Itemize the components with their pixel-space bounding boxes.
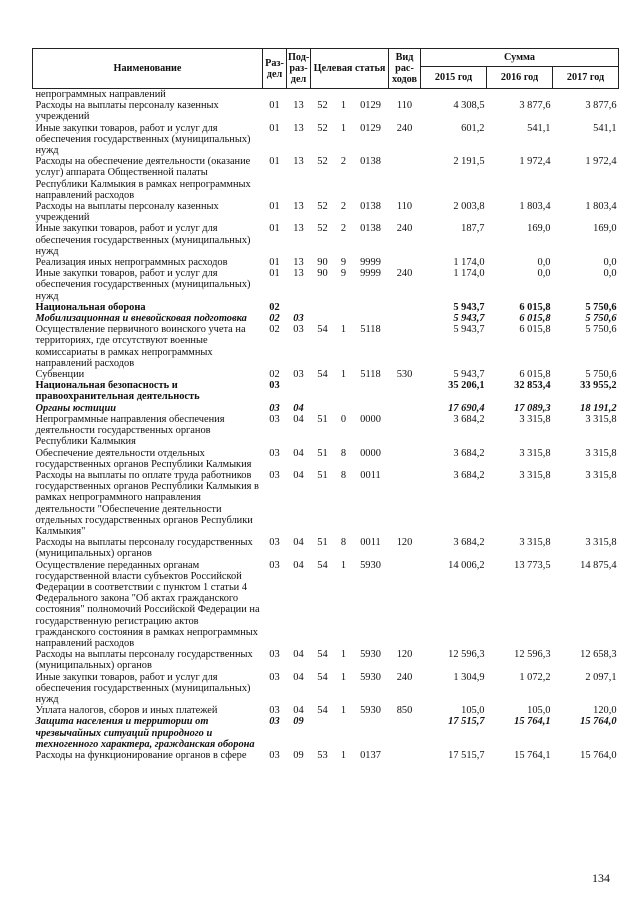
cell-target-3: 5118 [360,324,381,336]
cell-target-1: 90 [317,257,328,269]
cell-podrazdel: 03 [293,324,304,336]
cell-target-1 [311,716,335,750]
table-row [33,302,619,313]
cell-2016: 6 015,8 [519,301,551,313]
table-row [33,537,619,559]
cell-2017: 14 875,4 [580,559,617,571]
cell-2016: 1 072,2 [519,671,551,683]
cell-2016: 6 015,8 [519,324,551,336]
page-number: 134 [592,871,610,885]
cell-name: Расходы на выплаты персоналу казенных учреждений [35,201,219,224]
cell-2016: 169,0 [527,223,551,235]
cell-razdel: 03 [269,447,280,459]
cell-vid [389,257,421,268]
cell-podrazdel: 13 [293,223,304,235]
header-podrazdel: Под-раз-дел [287,49,311,89]
cell-2016: 3 315,8 [519,413,551,425]
cell-vid [389,560,421,650]
cell-target-3: 5930 [360,671,381,683]
cell-2016: 1 972,4 [519,156,551,168]
cell-target-1: 54 [317,705,328,717]
cell-vid: 530 [396,369,413,381]
cell-name: Расходы на функционирование органов в сфере [35,749,247,761]
cell-2016: 0,0 [537,257,551,269]
cell-target-1: 54 [317,369,328,381]
cell-target-2 [335,716,353,750]
header-2015: 2015 год [421,67,487,89]
cell-vid: 240 [396,122,413,134]
cell-target-3: 0011 [360,537,381,549]
cell-target-3: 0138 [360,201,381,213]
cell-target-1: 51 [317,537,328,549]
cell-vid [389,313,421,324]
cell-2015: 17 515,7 [448,749,485,761]
cell-vid: 110 [396,201,413,213]
cell-target-3: 0138 [360,156,381,168]
table-row [33,649,619,671]
cell-2016: 3 315,8 [519,469,551,481]
cell-target-1: 52 [317,156,328,168]
cell-2015: 1 174,0 [453,257,485,269]
cell-2016: 0,0 [537,268,551,280]
cell-name: Обеспечение деятельности отдельных государственных органов Республики Калмыкия [35,447,252,470]
cell-2017: 3 315,8 [585,413,617,425]
cell-vid: 240 [396,671,413,683]
cell-2015: 3 684,2 [453,413,485,425]
cell-target-3 [353,89,389,101]
cell-podrazdel: 04 [293,705,304,717]
cell-vid: 240 [396,223,413,235]
cell-2015: 1 174,0 [453,268,485,280]
cell-target-3: 5930 [360,649,381,661]
cell-razdel: 01 [269,257,280,269]
cell-target-1 [311,380,335,402]
cell-podrazdel: 13 [293,268,304,280]
cell-razdel: 01 [269,156,280,168]
cell-name: Уплата налогов, сборов и иных платежей [35,705,218,717]
cell-name: Реализация иных непрограммных расходов [35,257,228,269]
cell-2017: 5 750,6 [585,313,617,325]
cell-vid [389,750,421,761]
table-row [33,470,619,537]
cell-razdel: 01 [269,268,280,280]
cell-name: Защита населения и территории от чрезвычайных ситуаций природного и техногенного характера, гражданская оборона [35,716,255,750]
cell-2016: 3 315,8 [519,537,551,549]
cell-razdel: 03 [269,705,280,717]
cell-razdel: 03 [269,716,280,728]
cell-razdel: 03 [269,537,280,549]
cell-name: Субвенции [35,369,85,381]
cell-target-1: 51 [317,413,328,425]
cell-2015: 17 690,4 [448,402,485,414]
cell-vid [389,89,421,101]
cell-target-3: 0137 [360,749,381,761]
cell-name: Органы юстиции [35,402,117,414]
cell-vid [389,403,421,414]
table-row [33,414,619,448]
cell-podrazdel: 04 [293,559,304,571]
cell-podrazdel: 03 [293,369,304,381]
cell-target-1: 51 [317,469,328,481]
table-row [33,223,619,257]
cell-2017: 3 877,6 [585,100,617,112]
cell-name: непрограммных направлений [35,89,166,100]
table-row [33,560,619,650]
cell-2017: 15 764,0 [580,749,617,761]
cell-target-2: 8 [340,537,347,549]
cell-target-3 [353,380,389,402]
cell-name: Расходы на выплаты персоналу государственных (муниципальных) органов [35,537,253,560]
cell-2017: 15 764,0 [580,716,617,728]
cell-2016: 6 015,8 [519,369,551,381]
cell-target-1: 54 [317,324,328,336]
cell-2015: 3 684,2 [453,537,485,549]
cell-name: Расходы на выплаты по оплате труда работников государственных органов Республики Калмыкия в рамках непрограммного направления деятельности "Обеспечение деятельности отдельных государственных органов Республики Калмыкия" [35,469,259,537]
cell-2017: 120,0 [593,705,617,717]
table-row [33,123,619,157]
cell-vid [389,448,421,470]
table-row [33,369,619,380]
cell-2017: 0,0 [603,268,617,280]
cell-2015: 5 943,7 [453,369,485,381]
cell-target-2: 1 [340,369,347,381]
cell-podrazdel: 04 [293,671,304,683]
cell-2015: 35 206,1 [448,380,485,392]
cell-2016: 32 853,4 [514,380,551,392]
cell-podrazdel: 04 [293,413,304,425]
cell-2016 [487,89,553,101]
cell-2015: 4 308,5 [453,100,485,112]
header-name: Наименование [33,49,263,89]
cell-podrazdel [287,380,311,402]
table-row [33,257,619,268]
cell-2015: 5 943,7 [453,301,485,313]
cell-target-3 [353,302,389,313]
cell-target-2 [335,302,353,313]
cell-podrazdel: 03 [293,313,304,325]
cell-podrazdel: 09 [293,749,304,761]
cell-target-2 [335,380,353,402]
cell-target-3: 0138 [360,223,381,235]
cell-2016: 105,0 [527,705,551,717]
table-row [33,672,619,706]
cell-2017: 3 315,8 [585,469,617,481]
cell-2017: 2 097,1 [585,671,617,683]
table-row [33,268,619,302]
cell-vid [389,414,421,448]
table-row [33,100,619,122]
cell-target-3: 0129 [360,100,381,112]
cell-razdel: 01 [269,223,280,235]
cell-name: Осуществление переданных органам государственной власти субъектов Российской Федерации в соответствии с пунктом 1 статьи 4 Федерального закона "Об актах гражданского состояния" полномочий Российской Федерации на государственную регистрацию актов гражданского состояния в рамках непрограммных направлений расходов [35,559,260,649]
cell-vid: 120 [396,649,413,661]
cell-razdel: 02 [269,369,280,381]
cell-target-3 [353,716,389,750]
cell-target-3: 0000 [360,447,381,459]
cell-target-1 [311,89,335,101]
cell-name: Мобилизационная и вневойсковая подготовка [35,313,247,325]
cell-razdel: 03 [269,413,280,425]
cell-target-1: 52 [317,201,328,213]
cell-target-1: 52 [317,122,328,134]
cell-target-1: 54 [317,649,328,661]
cell-target-1: 53 [317,749,328,761]
cell-2015: 3 684,2 [453,447,485,459]
cell-vid: 850 [396,705,413,717]
budget-page [32,48,618,761]
cell-target-3: 5930 [360,559,381,571]
cell-target-2: 1 [340,324,347,336]
table-row [33,89,619,101]
cell-vid: 240 [396,268,413,280]
cell-razdel: 01 [269,122,280,134]
cell-podrazdel: 13 [293,156,304,168]
cell-razdel: 03 [269,671,280,683]
cell-2016: 15 764,1 [514,716,551,728]
cell-target-3: 0129 [360,122,381,134]
cell-razdel: 01 [269,201,280,213]
cell-vid: 120 [396,537,413,549]
cell-target-3: 5930 [360,705,381,717]
cell-target-2: 2 [340,156,347,168]
cell-2015: 17 515,7 [448,716,485,728]
cell-podrazdel: 13 [293,257,304,269]
cell-2017: 0,0 [603,257,617,269]
cell-podrazdel [287,89,311,101]
table-row [33,201,619,223]
cell-razdel: 03 [269,380,280,392]
cell-2017: 5 750,6 [585,301,617,313]
cell-2015 [421,89,487,101]
table-row [33,403,619,414]
cell-podrazdel [287,302,311,313]
cell-name: Расходы на выплаты персоналу государственных (муниципальных) органов [35,649,253,672]
table-row [33,716,619,750]
cell-2016: 15 764,1 [514,749,551,761]
cell-2016: 541,1 [527,122,551,134]
cell-target-2: 9 [340,268,347,280]
table-row [33,324,619,369]
cell-2017: 5 750,6 [585,369,617,381]
cell-2015: 3 684,2 [453,469,485,481]
cell-2015: 2 191,5 [453,156,485,168]
cell-2017: 12 658,3 [580,649,617,661]
cell-podrazdel: 04 [293,649,304,661]
cell-vid [389,716,421,750]
cell-name: Расходы на выплаты персоналу казенных учреждений [35,100,219,123]
cell-2016: 12 596,3 [514,649,551,661]
cell-2017: 541,1 [593,122,617,134]
cell-target-2: 1 [340,671,347,683]
table-row [33,750,619,761]
cell-podrazdel: 13 [293,100,304,112]
cell-target-2: 1 [340,122,347,134]
cell-razdel: 03 [269,469,280,481]
cell-target-1: 52 [317,223,328,235]
cell-target-3: 9999 [360,257,381,269]
cell-podrazdel: 13 [293,122,304,134]
cell-2017: 169,0 [593,223,617,235]
cell-name: Национальная оборона [35,301,146,313]
cell-target-2: 2 [340,201,347,213]
cell-razdel: 01 [269,100,280,112]
cell-target-3: 0000 [360,413,381,425]
cell-2016: 6 015,8 [519,313,551,325]
cell-target-2 [335,89,353,101]
cell-2017: 1 803,4 [585,201,617,213]
cell-podrazdel: 04 [293,469,304,481]
cell-target-1: 54 [317,671,328,683]
header-target: Целевая статья [311,49,389,89]
cell-razdel: 03 [269,402,280,414]
cell-2017: 33 955,2 [580,380,617,392]
cell-2015: 105,0 [461,705,485,717]
table-row [33,156,619,201]
cell-target-2: 1 [340,649,347,661]
cell-name: Иные закупки товаров, работ и услуг для обеспечения государственных (муниципальных) нужд [35,268,251,302]
cell-razdel [263,89,287,101]
cell-2016: 3 877,6 [519,100,551,112]
cell-razdel: 03 [269,559,280,571]
budget-table [32,48,619,761]
table-row [33,705,619,716]
cell-target-3: 9999 [360,268,381,280]
cell-2016: 17 089,3 [514,402,551,414]
header-vid: Вид рас-ходов [389,49,421,89]
cell-2017: 1 972,4 [585,156,617,168]
table-row [33,313,619,324]
cell-podrazdel: 09 [293,716,304,728]
cell-target-1: 51 [317,447,328,459]
header-razdel: Раз-дел [263,49,287,89]
cell-2015: 5 943,7 [453,324,485,336]
cell-2016: 1 803,4 [519,201,551,213]
cell-2015: 12 596,3 [448,649,485,661]
cell-2016: 3 315,8 [519,447,551,459]
cell-2015: 2 003,8 [453,201,485,213]
cell-target-2: 1 [340,559,347,571]
cell-vid [389,156,421,201]
cell-name: Осуществление первичного воинского учета на территориях, где отсутствуют военные комиссариаты в рамках непрограммных направлений расходов [35,324,246,369]
cell-target-2: 2 [340,223,347,235]
cell-razdel: 02 [269,313,280,325]
cell-2015: 187,7 [461,223,485,235]
header-sum: Сумма [421,49,619,67]
cell-target-1 [311,302,335,313]
cell-vid: 110 [396,100,413,112]
cell-2017: 3 315,8 [585,537,617,549]
cell-target-3: 5118 [360,369,381,381]
cell-target-1: 54 [317,559,328,571]
cell-target-1 [311,403,335,414]
cell-target-1: 52 [317,100,328,112]
cell-razdel: 03 [269,649,280,661]
budget-table-body [33,89,619,762]
cell-target-2: 1 [340,749,347,761]
cell-2015: 14 006,2 [448,559,485,571]
cell-podrazdel: 04 [293,402,304,414]
cell-razdel: 02 [269,324,280,336]
cell-razdel: 02 [269,301,280,313]
cell-vid [389,380,421,402]
cell-razdel: 03 [269,749,280,761]
cell-target-2: 1 [340,100,347,112]
cell-target-2 [335,313,353,324]
cell-2016: 13 773,5 [514,559,551,571]
cell-vid [389,302,421,313]
cell-2017: 3 315,8 [585,447,617,459]
cell-target-3 [353,403,389,414]
cell-vid [389,470,421,537]
cell-target-2: 8 [340,447,347,459]
cell-name: Иные закупки товаров, работ и услуг для обеспечения государственных (муниципальных) нужд [35,223,251,257]
header-2017: 2017 год [553,67,619,89]
cell-target-2: 9 [340,257,347,269]
cell-podrazdel: 04 [293,537,304,549]
cell-2017: 18 191,2 [580,402,617,414]
table-row [33,380,619,402]
cell-target-2 [335,403,353,414]
cell-name: Расходы на обеспечение деятельности (оказание услуг) аппарата Общественной палаты Республики Калмыкия в рамках непрограммных направлений расходов [35,156,251,201]
cell-name: Непрограммные направления обеспечения деятельности государственных органов Республики Калмыкия [35,413,225,448]
cell-target-2: 1 [340,705,347,717]
cell-name: Иные закупки товаров, работ и услуг для обеспечения государственных (муниципальных) нужд [35,671,251,705]
header-2016: 2016 год [487,67,553,89]
cell-target-3 [353,313,389,324]
cell-target-2: 0 [340,413,347,425]
cell-2015: 601,2 [461,122,485,134]
cell-target-2: 8 [340,469,347,481]
cell-podrazdel: 04 [293,447,304,459]
cell-2015: 5 943,7 [453,313,485,325]
table-row [33,448,619,470]
cell-2015: 1 304,9 [453,671,485,683]
cell-2017 [553,89,619,101]
cell-vid [389,324,421,369]
cell-name: Национальная безопасность и правоохранительная деятельность [35,380,200,403]
cell-target-1 [311,313,335,324]
cell-target-3: 0011 [360,469,381,481]
cell-target-1: 90 [317,268,328,280]
cell-2017: 5 750,6 [585,324,617,336]
cell-name: Иные закупки товаров, работ и услуг для обеспечения государственных (муниципальных) нужд [35,122,251,157]
cell-podrazdel: 13 [293,201,304,213]
